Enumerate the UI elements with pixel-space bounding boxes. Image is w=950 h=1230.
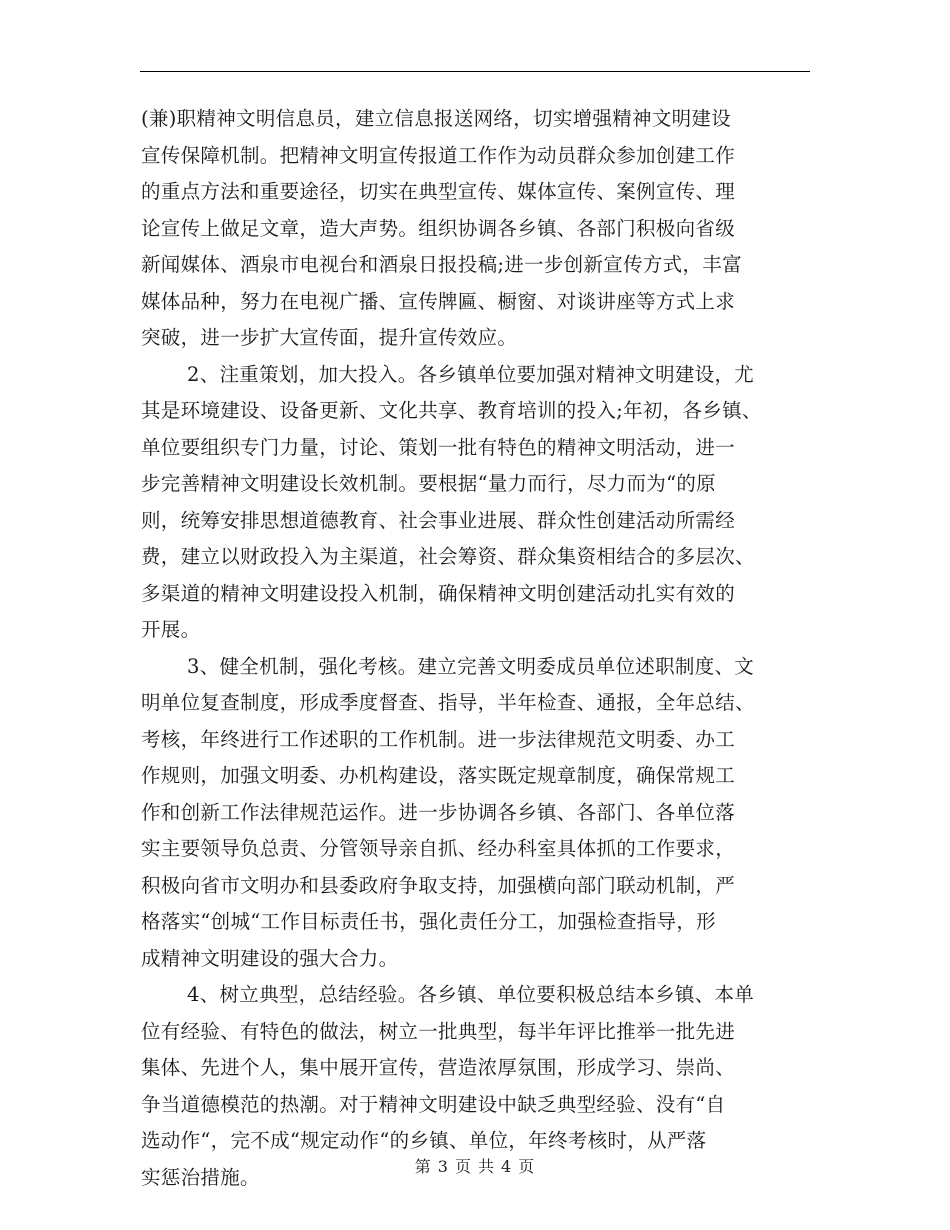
text-line: 4、树立典型，总结经验。各乡镇、单位要积极总结本乡镇、本单 [187,983,755,1006]
text-line: 集体、先进个人，集中展开宣传，营造浓厚氛围，形成学习、崇尚、 [141,1056,736,1079]
text-line: 突破，进一步扩大宣传面，提升宣传效应。 [141,326,518,349]
text-line: 争当道德模范的热潮。对于精神文明建设中缺乏典型经验、没有“自 [141,1092,726,1116]
text-line: 积极向省市文明办和县委政府争取支持，加强横向部门联动机制，严 [141,873,736,897]
text-line: 其是环境建设、设备更新、文化共享、教育培训的投入;年初，各乡镇、 [141,399,762,422]
page-footer [0,1154,950,1177]
header-rule [140,71,810,72]
text-line: 开展。 [141,618,201,641]
text-line: 的重点方法和重要途径，切实在典型宣传、媒体宣传、案例宣传、理 [141,180,736,203]
text-line: 考核，年终进行工作述职的工作机制。进一步法律规范文明委、办工 [141,727,736,751]
text-line: 论宣传上做足文章，造大声势。组织协调各乡镇、各部门积极向省级 [141,216,736,240]
text-line: 作和创新工作法律规范运作。进一步协调各乡镇、各部门、各单位落 [141,800,736,824]
text-line: 费，建立以财政投入为主渠道，社会筹资、群众集资相结合的多层次、 [141,545,755,568]
text-line: 实主要领导负总责、分管领导亲自抓、经办科室具体抓的工作要求， [141,837,736,860]
text-line: 步完善精神文明建设长效机制。要根据“量力而行，尽力而为“的原 [141,472,716,495]
text-line: 多渠道的精神文明建设投入机制，确保精神文明创建活动扎实有效的 [141,581,736,605]
footer-suffix: 页 [518,1157,536,1176]
text-line: 2、注重策划，加大投入。各乡镇单位要加强对精神文明建设，尤 [187,362,755,386]
text-line: 选动作“，完不成“规定动作“的乡镇、单位，年终考核时，从严落 [141,1129,707,1152]
text-line: (兼)职精神文明信息员，建立信息报送网络，切实增强精神文明建设 [141,107,732,130]
text-line: 成精神文明建设的强大合力。 [141,946,399,970]
text-line: 媒体品种，努力在电视广播、宣传牌匾、橱窗、对谈讲座等方式上求 [141,289,736,313]
text-line: 新闻媒体、酒泉市电视台和酒泉日报投稿;进一步创新宣传方式，丰富 [141,253,742,276]
paragraph [141,357,811,649]
text-line: 单位要组织专门力量，讨论、策划一批有特色的精神文明活动，进一 [141,435,736,459]
text-line: 明单位复查制度，形成季度督查、指导，半年检查、通报，全年总结、 [141,691,755,714]
text-line: 则，统筹安排思想道德教育、社会事业进展、群众性创建活动所需经 [141,508,736,532]
page-number: 3 [437,1157,449,1176]
text-line: 实惩治措施。 [141,1165,260,1189]
paragraph [141,649,811,978]
footer-prefix: 第 [414,1157,432,1176]
paragraph [141,101,811,357]
text-line: 位有经验、有特色的做法，树立一批典型，每半年评比推举一批先进 [141,1019,736,1043]
text-line: 作规则，加强文明委、办机构建设，落实既定规章制度，确保常规工 [141,764,736,787]
document-body [141,101,811,1196]
text-line: 宣传保障机制。把精神文明宣传报道工作作为动员群众参加创建工作 [141,143,736,167]
footer-mid: 页 共 [454,1157,496,1176]
page-total: 4 [501,1157,513,1176]
text-line: 格落实“创城“工作目标责任书，强化责任分工，加强检查指导，形 [141,910,716,933]
text-line: 3、健全机制，强化考核。建立完善文明委成员单位述职制度、文 [187,654,755,678]
